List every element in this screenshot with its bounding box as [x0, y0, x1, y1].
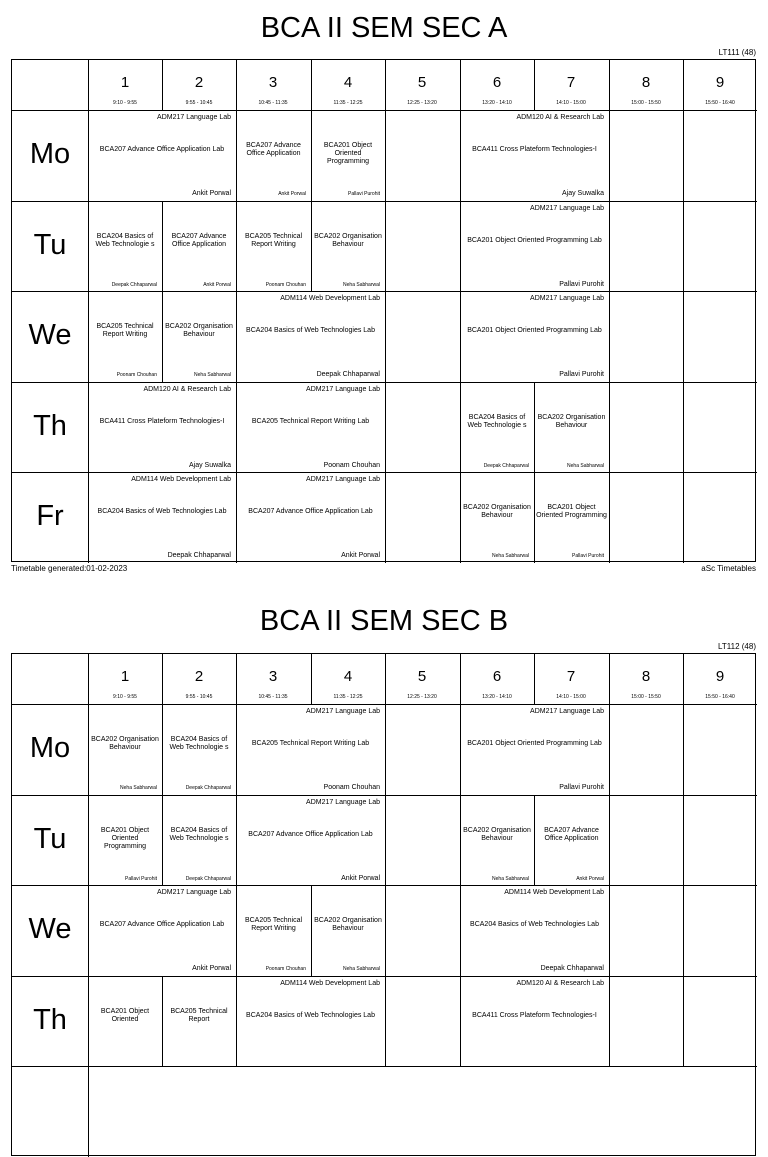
grid-column-line — [683, 60, 684, 110]
grid-column-line — [609, 110, 610, 201]
grid-column-line — [683, 704, 684, 795]
lesson-cell — [460, 291, 609, 382]
lesson-subject: BCA205 Technical Report Writing — [244, 233, 303, 248]
lesson-cell — [311, 885, 385, 976]
grid-column-line — [683, 201, 684, 292]
grid-column-line — [683, 976, 684, 1067]
period-time: 11:35 - 12:25 — [333, 100, 363, 106]
lesson-teacher: Ajay Suwalka — [188, 462, 231, 469]
lesson-teacher: Ankit Porwal — [341, 552, 380, 559]
grid-column-line — [683, 291, 684, 382]
lesson-cell — [162, 201, 236, 292]
period-number: 9 — [715, 74, 725, 91]
period-number: 9 — [715, 668, 725, 685]
period-number: 4 — [343, 74, 353, 91]
lesson-teacher: Deepak Chhaparwal — [185, 785, 231, 791]
grid-column-line — [385, 654, 386, 704]
lesson-subject: BCA204 Basics of Web Technologies Lab — [470, 921, 599, 928]
lesson-subject: BCA201 Object Oriented Programming — [536, 504, 607, 519]
lesson-cell — [236, 704, 385, 795]
timetable-title: BCA II SEM SEC A — [260, 12, 508, 44]
lesson-teacher: Poonam Chouhan — [323, 462, 380, 469]
lesson-teacher: Neha Sabharwal — [343, 282, 380, 288]
grid-column-line — [683, 654, 684, 704]
lesson-subject: BCA202 Organisation Behaviour — [463, 827, 531, 842]
lesson-cell — [460, 472, 534, 563]
lesson-cell — [88, 885, 236, 976]
grid-column-line — [609, 201, 610, 292]
lesson-subject: BCA201 Object Oriented Programming Lab — [467, 237, 602, 244]
brand-label: aSc Timetables — [701, 564, 756, 573]
lesson-subject: BCA207 Advance Office Application Lab — [99, 921, 225, 928]
lesson-room: ADM217 Language Lab — [157, 889, 231, 896]
period-number: 8 — [641, 74, 651, 91]
grid-column-line — [236, 654, 237, 704]
lesson-cell — [162, 291, 236, 382]
lesson-cell — [534, 795, 609, 886]
lesson-subject: BCA201 Object Oriented Programming — [100, 827, 150, 850]
grid-column-line — [385, 291, 386, 382]
day-label: Fr — [36, 500, 64, 533]
lesson-cell — [162, 704, 236, 795]
lesson-teacher: Neha Sabharwal — [343, 966, 380, 972]
period-time: 12:25 - 13:20 — [407, 694, 437, 700]
period-time: 9:10 - 9:55 — [113, 100, 137, 106]
grid-column-line — [609, 382, 610, 473]
period-number: 8 — [641, 668, 651, 685]
day-label: Tu — [33, 228, 67, 261]
lesson-subject: BCA204 Basics of Web Technologies Lab — [246, 327, 375, 334]
day-label: We — [28, 319, 72, 352]
lesson-subject: BCA201 Object Oriented Programming Lab — [467, 327, 602, 334]
grid-column-line — [385, 885, 386, 976]
lesson-subject: BCA207 Advance Office Application Lab — [248, 508, 373, 515]
grid-column-line — [162, 60, 163, 110]
period-time: 9:55 - 10:45 — [185, 694, 213, 700]
lesson-teacher: Deepak Chhaparwal — [483, 463, 529, 469]
lesson-room: ADM217 Language Lab — [157, 114, 231, 121]
period-time: 14:10 - 15:00 — [556, 694, 586, 700]
grid-column-line — [609, 654, 610, 704]
period-time: 10:45 - 11:35 — [258, 100, 288, 106]
lesson-teacher: Neha Sabharwal — [194, 372, 231, 378]
grid-column-line — [385, 795, 386, 886]
lesson-subject: BCA205 Technical Report Writing Lab — [251, 418, 370, 425]
period-number: 3 — [268, 668, 278, 685]
lesson-teacher: Pallavi Purohit — [559, 371, 604, 378]
lesson-teacher: Ankit Porwal — [192, 190, 231, 197]
lesson-cell — [162, 976, 236, 1067]
lesson-teacher: Pallavi Purohit — [125, 876, 157, 882]
lesson-cell — [460, 976, 609, 1067]
lesson-subject: BCA411 Cross Plateform Technologies-I — [99, 418, 225, 425]
day-label: Tu — [33, 822, 67, 855]
lesson-subject: BCA204 Basics of Web Technologie s — [169, 736, 229, 751]
day-label: We — [28, 913, 72, 946]
grid-column-line — [609, 472, 610, 563]
lesson-cell — [534, 472, 609, 563]
lesson-cell — [88, 382, 236, 473]
lesson-cell — [236, 291, 385, 382]
lesson-subject: BCA411 Cross Plateform Technologies-I — [472, 1012, 597, 1019]
period-time: 15:50 - 16:40 — [705, 100, 735, 106]
lesson-room: ADM217 Language Lab — [306, 799, 380, 806]
lesson-subject: BCA411 Cross Plateform Technologies-I — [472, 146, 597, 153]
lesson-cell — [311, 110, 385, 201]
lesson-cell — [236, 110, 311, 201]
lesson-room: ADM114 Web Development Lab — [280, 980, 380, 987]
lesson-cell — [162, 795, 236, 886]
lesson-teacher: Neha Sabharwal — [120, 785, 157, 791]
generated-date: Timetable generated:01-02-2023 — [11, 564, 128, 573]
period-number: 3 — [268, 74, 278, 91]
grid-column-line — [683, 472, 684, 563]
lesson-room: ADM217 Language Lab — [530, 205, 604, 212]
lesson-teacher: Deepak Chhaparwal — [316, 371, 380, 378]
lesson-teacher: Neha Sabharwal — [567, 463, 604, 469]
lesson-subject: BCA207 Advance Office Application — [544, 827, 599, 842]
lesson-teacher: Poonam Chouhan — [265, 282, 306, 288]
timetable-grid — [11, 59, 756, 562]
lesson-subject: BCA204 Basics of Web Technologie s — [467, 414, 527, 429]
period-time: 9:10 - 9:55 — [113, 694, 137, 700]
lesson-subject: BCA204 Basics of Web Technologies Lab — [97, 508, 227, 515]
period-number: 5 — [417, 74, 427, 91]
period-time: 15:00 - 15:50 — [631, 100, 661, 106]
grid-column-line — [683, 795, 684, 886]
lesson-subject: BCA201 Object Oriented Programming — [323, 142, 373, 165]
lesson-teacher: Deepak Chhaparwal — [185, 876, 231, 882]
lesson-cell — [311, 201, 385, 292]
lesson-subject: BCA205 Technical Report — [170, 1008, 228, 1023]
period-number: 2 — [194, 74, 204, 91]
lesson-room: ADM217 Language Lab — [306, 708, 380, 715]
lesson-subject: BCA201 Object Oriented Programming Lab — [467, 740, 602, 747]
day-label: Mo — [29, 732, 71, 764]
classroom-label: LT111 (48) — [718, 48, 756, 57]
lesson-teacher: Pallavi Purohit — [348, 191, 380, 197]
grid-column-line — [460, 654, 461, 704]
lesson-teacher: Deepak Chhaparwal — [540, 965, 604, 972]
lesson-cell — [236, 885, 311, 976]
lesson-cell — [88, 291, 162, 382]
lesson-cell — [88, 110, 236, 201]
lesson-room: ADM120 AI & Research Lab — [143, 386, 231, 393]
grid-column-line — [162, 654, 163, 704]
lesson-subject: BCA202 Organisation Behaviour — [165, 323, 233, 338]
lesson-room: ADM217 Language Lab — [530, 708, 604, 715]
lesson-cell — [236, 201, 311, 292]
period-number: 1 — [120, 668, 130, 685]
period-time: 15:50 - 16:40 — [705, 694, 735, 700]
period-number: 7 — [566, 668, 576, 685]
lesson-room: ADM114 Web Development Lab — [504, 889, 604, 896]
grid-column-line — [385, 704, 386, 795]
period-number: 7 — [566, 74, 576, 91]
period-time: 14:10 - 15:00 — [556, 100, 586, 106]
day-label: Th — [33, 1003, 67, 1036]
lesson-cell — [236, 976, 385, 1067]
lesson-subject: BCA201 Object Oriented — [100, 1008, 150, 1023]
lesson-cell — [460, 795, 534, 886]
period-time: 12:25 - 13:20 — [407, 100, 437, 106]
grid-column-line — [534, 60, 535, 110]
lesson-subject: BCA205 Technical Report Writing — [96, 323, 154, 338]
grid-column-line — [385, 976, 386, 1067]
lesson-subject: BCA204 Basics of Web Technologie s — [169, 827, 229, 842]
classroom-label: LT112 (48) — [718, 642, 756, 651]
grid-column-line — [609, 885, 610, 976]
lesson-subject: BCA205 Technical Report Writing Lab — [251, 740, 370, 747]
grid-column-line — [609, 60, 610, 110]
grid-column-line — [683, 885, 684, 976]
lesson-cell — [460, 704, 609, 795]
grid-column-line — [609, 291, 610, 382]
timetable-title: BCA II SEM SEC B — [259, 605, 509, 637]
lesson-teacher: Deepak Chhaparwal — [167, 552, 231, 559]
grid-column-line — [311, 60, 312, 110]
lesson-subject: BCA202 Organisation Behaviour — [91, 736, 159, 751]
grid-column-line — [609, 976, 610, 1067]
lesson-teacher: Pallavi Purohit — [559, 784, 604, 791]
period-number: 5 — [417, 668, 427, 685]
lesson-teacher: Ankit Porwal — [203, 282, 231, 288]
grid-column-line — [609, 704, 610, 795]
lesson-subject: BCA207 Advance Office Application Lab — [99, 146, 225, 153]
lesson-teacher: Ankit Porwal — [341, 875, 380, 882]
lesson-room: ADM114 Web Development Lab — [280, 295, 380, 302]
grid-column-line — [385, 110, 386, 201]
period-time: 10:45 - 11:35 — [258, 694, 288, 700]
lesson-cell — [236, 795, 385, 886]
lesson-subject: BCA204 Basics of Web Technologie s — [95, 233, 155, 248]
grid-column-line — [385, 201, 386, 292]
grid-column-line — [460, 60, 461, 110]
lesson-teacher: Poonam Chouhan — [116, 372, 157, 378]
day-label: Th — [33, 409, 67, 442]
lesson-room: ADM120 AI & Research Lab — [516, 114, 604, 121]
lesson-subject: BCA202 Organisation Behaviour — [463, 504, 531, 519]
lesson-teacher: Deepak Chhaparwal — [111, 282, 157, 288]
lesson-room: ADM217 Language Lab — [306, 476, 380, 483]
lesson-teacher: Pallavi Purohit — [572, 553, 604, 559]
grid-column-line — [385, 472, 386, 563]
lesson-cell — [460, 110, 609, 201]
lesson-room: ADM217 Language Lab — [306, 386, 380, 393]
lesson-cell — [88, 795, 162, 886]
lesson-room: ADM114 Web Development Lab — [131, 476, 231, 483]
period-number: 2 — [194, 668, 204, 685]
timetable-grid — [11, 653, 756, 1156]
grid-column-line — [311, 654, 312, 704]
grid-column-line — [236, 60, 237, 110]
grid-column-line — [609, 795, 610, 886]
lesson-teacher: Neha Sabharwal — [492, 876, 529, 882]
lesson-subject: BCA207 Advance Office Application — [171, 233, 227, 248]
lesson-subject: BCA202 Organisation Behaviour — [314, 917, 382, 932]
grid-column-line — [683, 382, 684, 473]
lesson-cell — [534, 382, 609, 473]
lesson-subject: BCA205 Technical Report Writing — [244, 917, 303, 932]
day-label: Mo — [29, 138, 71, 170]
period-time: 9:55 - 10:45 — [185, 100, 213, 106]
lesson-teacher: Ajay Suwalka — [561, 190, 604, 197]
lesson-teacher: Ankit Porwal — [278, 191, 306, 197]
lesson-cell — [88, 201, 162, 292]
period-number: 6 — [492, 668, 502, 685]
lesson-teacher: Neha Sabharwal — [492, 553, 529, 559]
lesson-teacher: Poonam Chouhan — [265, 966, 306, 972]
grid-column-line — [385, 60, 386, 110]
lesson-cell — [88, 976, 162, 1067]
lesson-cell — [460, 382, 534, 473]
lesson-cell — [236, 382, 385, 473]
period-number: 6 — [492, 74, 502, 91]
lesson-teacher: Ankit Porwal — [576, 876, 604, 882]
lesson-room: ADM120 AI & Research Lab — [516, 980, 604, 987]
period-number: 4 — [343, 668, 353, 685]
lesson-subject: BCA204 Basics of Web Technologies Lab — [246, 1012, 375, 1019]
lesson-teacher: Ankit Porwal — [192, 965, 231, 972]
grid-column-line — [534, 654, 535, 704]
period-time: 15:00 - 15:50 — [631, 694, 661, 700]
lesson-subject: BCA207 Advance Office Application — [246, 142, 301, 157]
period-time: 13:20 - 14:10 — [482, 100, 512, 106]
lesson-room: ADM217 Language Lab — [530, 295, 604, 302]
grid-column-line — [385, 382, 386, 473]
period-number: 1 — [120, 74, 130, 91]
grid-column-line — [683, 110, 684, 201]
lesson-cell — [88, 704, 162, 795]
lesson-subject: BCA207 Advance Office Application Lab — [248, 831, 373, 838]
lesson-cell — [460, 201, 609, 292]
lesson-cell — [460, 885, 609, 976]
lesson-subject: BCA202 Organisation Behaviour — [537, 414, 606, 429]
lesson-teacher: Pallavi Purohit — [559, 281, 604, 288]
period-time: 11:35 - 12:25 — [333, 694, 363, 700]
lesson-subject: BCA202 Organisation Behaviour — [314, 233, 382, 248]
lesson-cell — [236, 472, 385, 563]
lesson-teacher: Poonam Chouhan — [323, 784, 380, 791]
period-time: 13:20 - 14:10 — [482, 694, 512, 700]
lesson-cell — [88, 472, 236, 563]
